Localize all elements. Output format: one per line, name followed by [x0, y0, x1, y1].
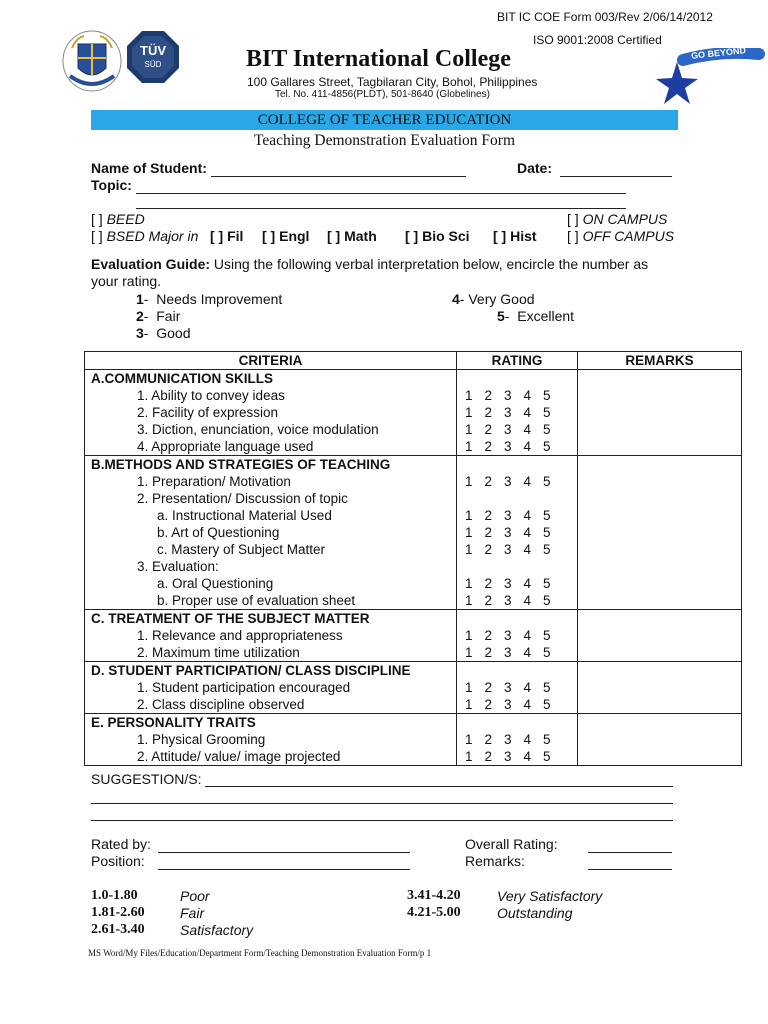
- iso-certification: ISO 9001:2008 Certified: [533, 33, 662, 47]
- tuv-logo-subtext: SÜD: [144, 60, 162, 69]
- rating-options: [457, 748, 577, 765]
- criteria-cell: [85, 714, 457, 766]
- section-title: C. TREATMENT OF THE SUBJECT MATTER: [91, 611, 370, 626]
- rating-option[interactable]: 3: [504, 697, 512, 712]
- rating-option[interactable]: 4: [523, 508, 532, 523]
- rating-option[interactable]: 1: [465, 697, 473, 712]
- legend-label-2: Fair: [180, 905, 205, 921]
- remarks-cell[interactable]: [578, 662, 742, 714]
- department-title: COLLEGE OF TEACHER EDUCATION: [257, 112, 512, 128]
- rating-cell: [457, 610, 578, 662]
- rating-option[interactable]: 2: [484, 628, 493, 643]
- legend-range-4: 3.41-4.20: [407, 888, 461, 903]
- college-phone: Tel. No. 411-4856(PLDT), 501-8640 (Globelines): [275, 89, 490, 100]
- major-engl-checkbox[interactable]: [ ] Engl: [262, 228, 310, 244]
- topic-field[interactable]: [136, 193, 626, 194]
- criteria-item: 2. Attitude/ value/ image projected: [137, 749, 341, 764]
- rating-option[interactable]: 2: [484, 680, 493, 695]
- evaluation-guide-text: Using the following verbal interpretation below, encircle the number as: [213, 256, 649, 272]
- rating-options: [457, 592, 577, 609]
- rating-option[interactable]: 1: [465, 542, 473, 557]
- rating-option[interactable]: 5: [543, 508, 551, 523]
- rating-options: [457, 644, 577, 661]
- rating-option[interactable]: 3: [504, 749, 512, 764]
- date-field[interactable]: [560, 176, 672, 177]
- rating-option[interactable]: 4: [523, 697, 532, 712]
- rating-option[interactable]: 5: [543, 576, 551, 591]
- on-campus-label: ON CAMPUS: [582, 211, 668, 227]
- remarks-cell[interactable]: [578, 714, 742, 766]
- rating-option[interactable]: 1: [465, 388, 473, 403]
- remarks-cell[interactable]: [578, 370, 742, 456]
- rating-option[interactable]: 3: [504, 439, 512, 454]
- rating-option[interactable]: 2: [484, 697, 493, 712]
- rating-option[interactable]: 5: [543, 405, 551, 420]
- rating-option[interactable]: 2: [484, 439, 493, 454]
- rating-option[interactable]: 5: [543, 422, 551, 437]
- rating-options: [457, 524, 577, 541]
- rating-option[interactable]: 1: [465, 593, 473, 608]
- rating-option[interactable]: 5: [543, 697, 551, 712]
- rating-option[interactable]: 4: [523, 576, 532, 591]
- date-label: Date:: [517, 160, 553, 176]
- rating-option[interactable]: 5: [543, 542, 551, 557]
- star-icon: [656, 62, 698, 104]
- go-beyond-text: GO BEYOND: [690, 45, 747, 61]
- rating-option[interactable]: 2: [484, 732, 493, 747]
- legend-range-3: 2.61-3.40: [91, 922, 145, 937]
- rating-cell: [457, 714, 578, 766]
- rating-option[interactable]: 2: [484, 645, 493, 660]
- rating-options: [457, 438, 577, 455]
- criteria-item: a. Oral Questioning: [157, 576, 274, 591]
- rating-option[interactable]: 4: [523, 732, 532, 747]
- rating-option[interactable]: 1: [465, 474, 473, 489]
- suggestions-field-line-2[interactable]: [91, 803, 673, 804]
- legend-range-1: 1.0-1.80: [91, 888, 138, 903]
- legend-label-1: Poor: [180, 888, 210, 904]
- rating-option[interactable]: 1: [465, 439, 473, 454]
- position-label: Position:: [91, 853, 145, 869]
- major-math-checkbox[interactable]: [ ] Math: [327, 228, 377, 244]
- rating-option[interactable]: 4: [523, 542, 532, 557]
- rating-option[interactable]: 1: [465, 645, 473, 660]
- rating-option[interactable]: 3: [504, 508, 512, 523]
- rating-option[interactable]: 1: [465, 576, 473, 591]
- rating-option[interactable]: 5: [543, 439, 551, 454]
- section-title: A.COMMUNICATION SKILLS: [91, 371, 273, 386]
- suggestions-field-line-3[interactable]: [91, 820, 673, 821]
- criteria-cell: [85, 610, 457, 662]
- criteria-item: 2. Maximum time utilization: [137, 645, 300, 660]
- major-hist-checkbox[interactable]: [ ] Hist: [493, 228, 537, 244]
- college-seal-logo: [62, 30, 122, 92]
- criteria-item: 1. Preparation/ Motivation: [137, 474, 291, 489]
- criteria-item: 1. Ability to convey ideas: [137, 388, 285, 403]
- rating-option[interactable]: 5: [543, 628, 551, 643]
- rating-cell: [457, 370, 578, 456]
- overall-rating-label: Overall Rating:: [465, 836, 558, 852]
- rating-options: [457, 731, 577, 748]
- go-beyond-logo: [655, 45, 765, 108]
- scale-item-3: 3- Good: [136, 325, 191, 341]
- evaluation-guide-text-2: your rating.: [91, 273, 162, 289]
- rating-options: [457, 541, 577, 558]
- rating-option[interactable]: 2: [484, 576, 493, 591]
- rating-option[interactable]: 4: [523, 474, 532, 489]
- criteria-item: 1. Relevance and appropriateness: [137, 628, 343, 643]
- rating-options: [457, 404, 577, 421]
- rating-option[interactable]: 1: [465, 749, 473, 764]
- overall-rating-field[interactable]: [588, 852, 672, 853]
- suggestions-label: SUGGESTION/S:: [91, 771, 202, 787]
- rating-option[interactable]: 1: [465, 525, 473, 540]
- rating-option[interactable]: 4: [523, 422, 532, 437]
- rating-option[interactable]: 2: [484, 388, 493, 403]
- criteria-section: [85, 714, 742, 766]
- rating-option[interactable]: 4: [523, 439, 532, 454]
- rating-spacer: [457, 714, 577, 731]
- form-title: Teaching Demonstration Evaluation Form: [253, 132, 516, 149]
- legend-label-5: Outstanding: [497, 905, 573, 921]
- rating-option[interactable]: 3: [504, 680, 512, 695]
- rating-option[interactable]: 1: [465, 628, 473, 643]
- evaluation-guide: [91, 256, 648, 272]
- rating-option[interactable]: 2: [484, 542, 493, 557]
- bsed-label: BSED Major in: [106, 228, 199, 244]
- rating-option[interactable]: 3: [504, 405, 512, 420]
- section-title: D. STUDENT PARTICIPATION/ CLASS DISCIPLINE: [91, 663, 411, 678]
- criteria-item: 3. Evaluation:: [137, 559, 219, 574]
- beed-label: BEED: [106, 211, 145, 227]
- remarks-header: REMARKS: [578, 352, 742, 370]
- rating-cell: [457, 456, 578, 610]
- rating-spacer: [457, 456, 577, 473]
- legend-range-2: 1.81-2.60: [91, 905, 145, 920]
- suggestions-field[interactable]: [205, 786, 673, 787]
- rating-option[interactable]: 4: [523, 525, 532, 540]
- topic-label: Topic:: [91, 177, 132, 193]
- rating-option[interactable]: 1: [465, 422, 473, 437]
- criteria-item: 2. Facility of expression: [137, 405, 279, 420]
- rating-option[interactable]: 3: [504, 388, 512, 403]
- rating-option[interactable]: 1: [465, 405, 473, 420]
- legend-label-3: Satisfactory: [180, 922, 254, 938]
- criteria-item: c. Mastery of Subject Matter: [157, 542, 326, 557]
- rating-options: [457, 387, 577, 404]
- remarks-label: Remarks:: [465, 853, 525, 869]
- criteria-cell: [85, 662, 457, 714]
- criteria-item: a. Instructional Material Used: [157, 508, 332, 523]
- college-address: 100 Gallares Street, Tagbilaran City, Bohol, Philippines: [247, 75, 538, 89]
- college-name: BIT International College: [246, 46, 511, 72]
- rating-header: RATING: [457, 352, 578, 370]
- student-name-field[interactable]: [211, 176, 466, 177]
- rating-option[interactable]: 5: [543, 593, 551, 608]
- rating-options: [457, 421, 577, 438]
- rating-option[interactable]: 5: [543, 645, 551, 660]
- rating-option[interactable]: 3: [504, 525, 512, 540]
- rating-option[interactable]: 1: [465, 680, 473, 695]
- criteria-item: 2. Class discipline observed: [137, 697, 305, 712]
- legend-label-4: Very Satisfactory: [497, 888, 603, 904]
- remarks-cell[interactable]: [578, 456, 742, 610]
- rating-option[interactable]: 2: [484, 422, 493, 437]
- beed-checkbox[interactable]: [ ] BEED: [91, 211, 145, 227]
- scale-item-2: 2- Fair: [136, 308, 181, 324]
- rating-option[interactable]: 3: [504, 628, 512, 643]
- rating-option[interactable]: 3: [504, 593, 512, 608]
- rating-options: [457, 679, 577, 696]
- rating-option[interactable]: 5: [543, 680, 551, 695]
- major-biosci-checkbox[interactable]: [ ] Bio Sci: [405, 228, 470, 244]
- rated-by-label: Rated by:: [91, 836, 151, 852]
- legend-range-5: 4.21-5.00: [407, 905, 461, 920]
- tuv-certification-logo: [126, 30, 180, 84]
- criteria-table: [84, 351, 742, 766]
- rating-option[interactable]: 4: [523, 388, 532, 403]
- topic-field-line-2[interactable]: [136, 208, 626, 209]
- form-code: BIT IC COE Form 003/Rev 2/06/14/2012: [497, 10, 713, 24]
- rating-option[interactable]: 4: [523, 628, 532, 643]
- rating-option[interactable]: 3: [504, 576, 512, 591]
- scale-item-5: 5- Excellent: [497, 308, 575, 324]
- rating-option[interactable]: 5: [543, 732, 551, 747]
- rating-option[interactable]: 2: [484, 508, 493, 523]
- rating-option[interactable]: 4: [523, 593, 532, 608]
- off-campus-checkbox[interactable]: [ ] OFF CAMPUS: [567, 228, 675, 244]
- criteria-section: [85, 610, 742, 662]
- rating-option[interactable]: 2: [484, 474, 493, 489]
- rating-options: [457, 696, 577, 713]
- tuv-logo-text: TÜV: [140, 43, 166, 58]
- section-title: B.METHODS AND STRATEGIES OF TEACHING: [91, 457, 391, 472]
- rating-options: [457, 558, 577, 575]
- off-campus-label: OFF CAMPUS: [582, 228, 675, 244]
- rating-option[interactable]: 3: [504, 422, 512, 437]
- criteria-section: [85, 662, 742, 714]
- rating-option[interactable]: 4: [523, 645, 532, 660]
- rating-option[interactable]: 5: [543, 388, 551, 403]
- rating-option[interactable]: 3: [504, 645, 512, 660]
- on-campus-checkbox[interactable]: [ ] ON CAMPUS: [567, 211, 668, 227]
- position-field[interactable]: [158, 869, 410, 870]
- major-fil-checkbox[interactable]: [ ] Fil: [210, 228, 244, 244]
- remarks-cell[interactable]: [578, 610, 742, 662]
- rating-option[interactable]: 5: [543, 749, 551, 764]
- rating-option[interactable]: 3: [504, 542, 512, 557]
- rating-option[interactable]: 2: [484, 405, 493, 420]
- rating-option[interactable]: 3: [504, 474, 512, 489]
- rated-by-field[interactable]: [158, 852, 410, 853]
- criteria-item: 1. Student participation encouraged: [137, 680, 351, 695]
- criteria-item: b. Art of Questioning: [157, 525, 280, 540]
- rating-option[interactable]: 2: [484, 525, 493, 540]
- bsed-checkbox[interactable]: [ ] BSED Major in: [91, 228, 199, 244]
- file-path-footer: MS Word/My Files/Education/Department Form/Teaching Demonstration Evaluation Form/p 1: [88, 948, 432, 958]
- rating-options: [457, 473, 577, 490]
- criteria-item: b. Proper use of evaluation sheet: [157, 593, 356, 608]
- criteria-item: 2. Presentation/ Discussion of topic: [137, 491, 348, 506]
- rating-options: [457, 507, 577, 524]
- criteria-item: 3. Diction, enunciation, voice modulation: [137, 422, 379, 437]
- section-title: E. PERSONALITY TRAITS: [91, 715, 256, 730]
- rating-options: [457, 627, 577, 644]
- rating-spacer: [457, 662, 577, 679]
- scale-item-1: 1- Needs Improvement: [136, 291, 283, 307]
- rating-option[interactable]: 4: [523, 405, 532, 420]
- rating-option[interactable]: 5: [543, 474, 551, 489]
- rating-spacer: [457, 610, 577, 627]
- rating-option[interactable]: 1: [465, 508, 473, 523]
- rating-option[interactable]: 1: [465, 732, 473, 747]
- rating-option[interactable]: 4: [523, 680, 532, 695]
- rating-option[interactable]: 2: [484, 593, 493, 608]
- remarks-field[interactable]: [588, 869, 672, 870]
- rating-cell: [457, 662, 578, 714]
- rating-option[interactable]: 2: [484, 749, 493, 764]
- criteria-section: [85, 456, 742, 610]
- criteria-item: 1. Physical Grooming: [137, 732, 266, 747]
- evaluation-guide-label: Evaluation Guide:: [91, 256, 211, 272]
- scale-item-4: 4- Very Good: [452, 291, 535, 307]
- criteria-cell: [85, 370, 457, 456]
- rating-option[interactable]: 4: [523, 749, 532, 764]
- rating-spacer: [457, 370, 577, 387]
- criteria-item: 4. Appropriate language used: [137, 439, 314, 454]
- criteria-header: CRITERIA: [85, 352, 457, 370]
- rating-option[interactable]: 3: [504, 732, 512, 747]
- rating-options: [457, 490, 577, 507]
- criteria-section: [85, 370, 742, 456]
- rating-option[interactable]: 5: [543, 525, 551, 540]
- criteria-cell: [85, 456, 457, 610]
- rating-options: [457, 575, 577, 592]
- student-name-label: Name of Student:: [91, 160, 207, 176]
